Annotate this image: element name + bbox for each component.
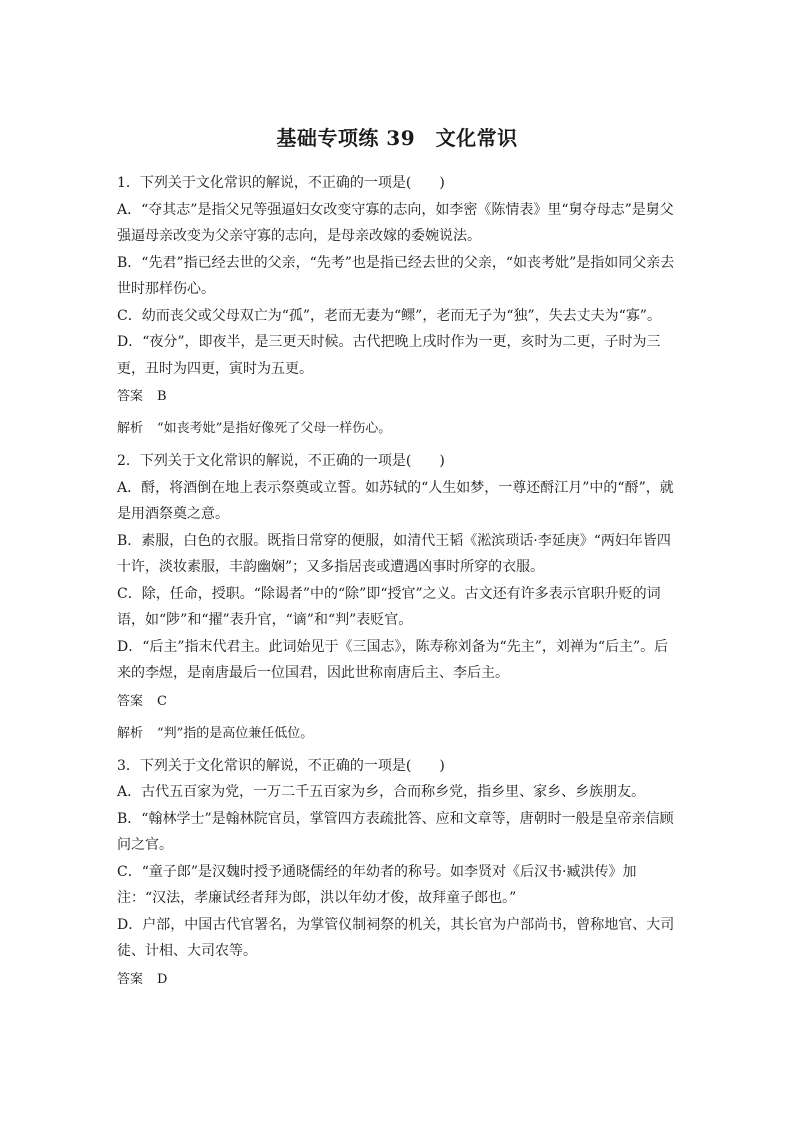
question-list bbox=[117, 170, 677, 999]
answer-line bbox=[117, 967, 677, 993]
option-d: D．户部，中国古代官署名，为掌管仪制祠祭的机关，其长官为户部尚书，曾称地官、大司徒、计相、大司农等。 bbox=[117, 916, 675, 959]
option-b: B．“翰林学士”是翰林院官员，掌管四方表疏批答、应和文章等，唐朝时一般是皇帝亲信顾问之官。 bbox=[117, 810, 674, 853]
analysis-text: “如丧考妣”是指好像死了父母一样伤心。 bbox=[157, 421, 392, 436]
option-c: C．“童子郎”是汉魏时授予通晓儒经的年幼者的称号。如李贤对《后汉书·臧洪传》加注：“汉法，孝廉试经者拜为郎，洪以年幼才俊，故拜童子郎也。” bbox=[117, 863, 637, 906]
answer-label: 答案 bbox=[117, 389, 144, 404]
analysis-text: “判”指的是高位兼任低位。 bbox=[157, 725, 314, 741]
question-stem: 1．下列关于文化常识的解说，不正确的一项是( ) bbox=[117, 175, 445, 191]
option-c: C．幼而丧父或父母双亡为“孤”，老而无妻为“鳏”，老而无子为“独”，失去丈夫为“寡”。 bbox=[117, 307, 661, 324]
answer-line bbox=[117, 689, 677, 715]
page-title: 基础专项练 39 文化常识 bbox=[276, 126, 518, 150]
answer-value: C bbox=[157, 693, 167, 709]
option-a: A．酹，将酒倒在地上表示祭奠或立誓。如苏轼的“人生如梦，一尊还酹江月”中的“酹”，就是用酒祭奠之意。 bbox=[117, 479, 674, 522]
answer-label: 答案 bbox=[117, 971, 144, 987]
analysis-line bbox=[117, 416, 677, 442]
analysis-label: 解析 bbox=[117, 421, 144, 436]
question-stem: 3．下列关于文化常识的解说，不正确的一项是( ) bbox=[117, 757, 445, 774]
question-1 bbox=[117, 170, 677, 442]
option-b: B．素服，白色的衣服。既指日常穿的便服，如清代王韬《淞滨琐话·李延庚》“两妇年皆四十许，淡妆素服，丰韵幽娴”；又多指居丧或遭遇凶事时所穿的衣服。 bbox=[117, 532, 671, 575]
option-b: B．“先君”指已经去世的父亲，“先考”也是指已经去世的父亲，“如丧考妣”是指如同父亲去世时那样伤心。 bbox=[117, 254, 675, 297]
question-stem: 2．下列关于文化常识的解说，不正确的一项是( ) bbox=[117, 453, 445, 469]
question-3 bbox=[117, 753, 677, 993]
option-a: A．“夺其志”是指父兄等强逼妇女改变守寡的志向，如李密《陈情表》里“舅夺母志”是舅父强逼母亲改变为父亲守寡的志向，是母亲改嫁的委婉说法。 bbox=[117, 201, 674, 244]
answer-value: B bbox=[157, 389, 167, 404]
option-d: D．“后主”指末代君主。此词始见于《三国志》，陈寿称刘备为“先主”，刘禅为“后主”。后来的李煜，是南唐最后一位国君，因此世称南唐后主、李后主。 bbox=[117, 638, 669, 681]
analysis-label: 解析 bbox=[117, 725, 144, 741]
answer-label: 答案 bbox=[117, 693, 144, 709]
question-2 bbox=[117, 448, 677, 747]
answer-line bbox=[117, 384, 677, 410]
analysis-line bbox=[117, 721, 677, 747]
option-d: D．“夜分”，即夜半，是三更天时候。古代把晚上戌时作为一更，亥时为二更，子时为三更，丑时为四更，寅时为五更。 bbox=[117, 334, 661, 377]
option-c: C．除，任命，授职。“除谒者”中的“除”即“授官”之义。古文还有许多表示官职升贬的词语，如“陟”和“擢”表升官，“谪”和“判”表贬官。 bbox=[117, 585, 661, 628]
answer-value: D bbox=[157, 971, 168, 987]
option-a: A．古代五百家为党，一万二千五百家为乡，合而称乡党，指乡里、家乡、乡族朋友。 bbox=[117, 784, 646, 800]
